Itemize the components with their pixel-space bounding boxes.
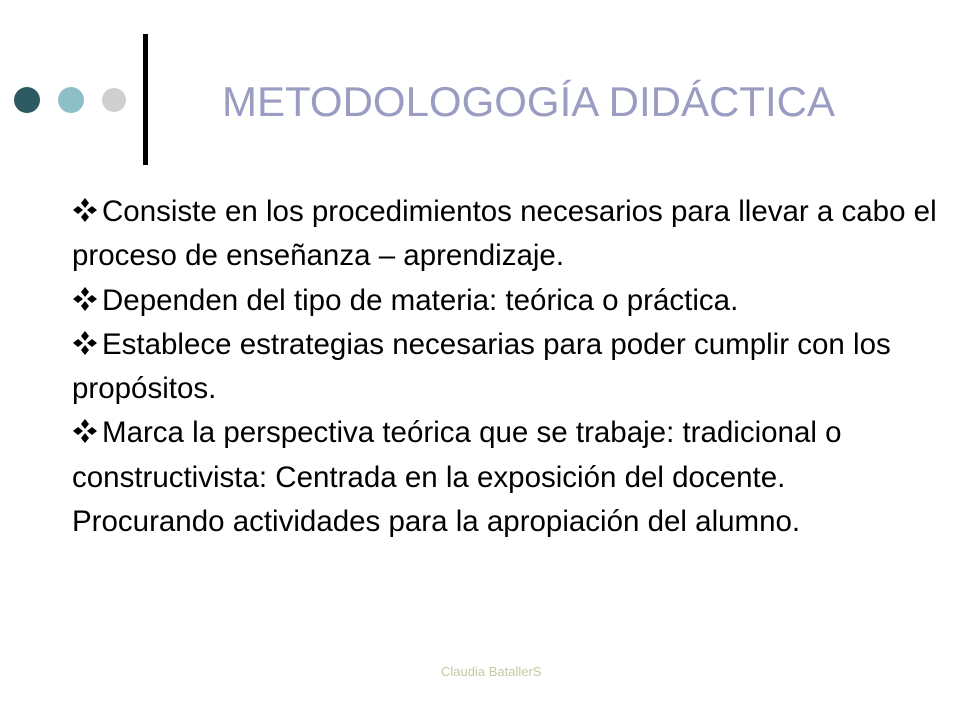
footer-author: Claudia BatallerS: [441, 664, 542, 679]
bullet-text: Marca la perspectiva teórica que se trabaje: tradicional o constructivista: Centrada en la exposición del docente. Procurando actividades para la apropiación del alumno.: [72, 416, 842, 539]
dark-teal-dot: [14, 87, 40, 113]
light-teal-dot: [58, 87, 84, 113]
bullet-item: [72, 190, 942, 279]
four-diamond-bullet-icon: [72, 286, 98, 312]
four-diamond-bullet-icon: [72, 197, 98, 223]
four-diamond-bullet-icon: [72, 330, 98, 356]
bullet-item: [72, 411, 942, 544]
slide-title: METODOLOGOGÍA DIDÁCTICA: [222, 78, 835, 125]
gray-dot: [102, 88, 126, 112]
bullet-item: [72, 279, 942, 323]
four-diamond-bullet-icon: [72, 418, 98, 444]
bullet-text: Consiste en los procedimientos necesarios para llevar a cabo el proceso de enseñanza – aprendizaje.: [72, 195, 937, 273]
bullet-text: Dependen del tipo de materia: teórica o práctica.: [102, 283, 739, 317]
bullet-text: Establece estrategias necesarias para poder cumplir con los propósitos.: [72, 327, 891, 406]
title-divider-line: [143, 34, 148, 165]
bullet-list: [72, 190, 942, 544]
decorative-dots: [14, 87, 124, 113]
bullet-item: [72, 323, 942, 412]
